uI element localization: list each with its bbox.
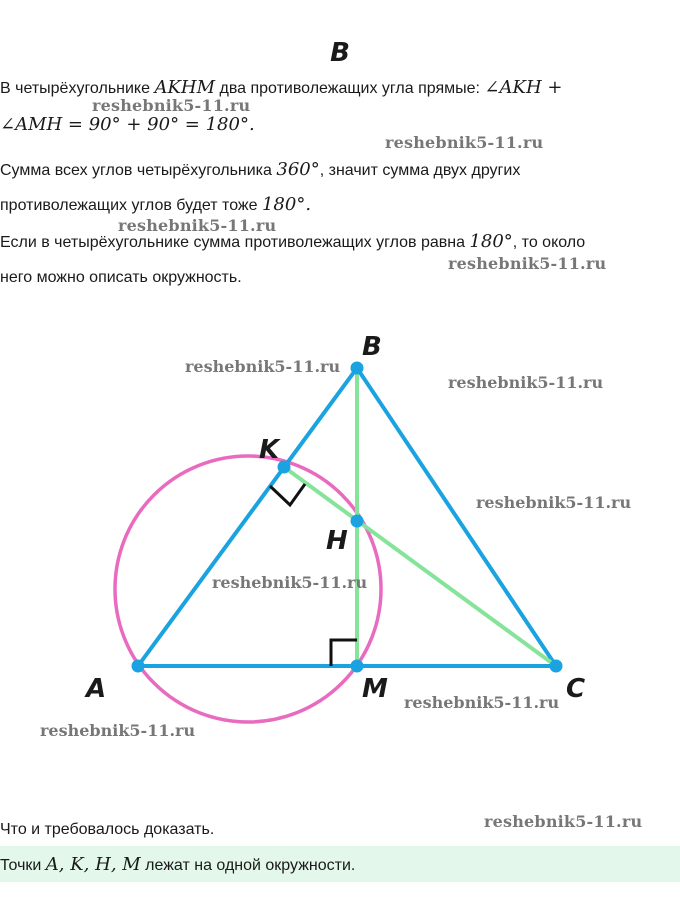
point-b (351, 362, 364, 375)
point-a (132, 660, 145, 673)
text: два противолежащих угла прямые: (215, 80, 485, 97)
watermark: reshebnik5-11.ru (448, 373, 604, 392)
math-angle-akh: ∠AKH + (484, 77, 563, 98)
math-quadrilateral: AKHM (154, 77, 216, 98)
watermark: reshebnik5-11.ru (40, 721, 196, 740)
label-m: M (362, 674, 388, 704)
text: лежат на одной окружности. (140, 857, 356, 874)
point-k (278, 461, 291, 474)
label-c: C (566, 674, 586, 704)
point-c (550, 660, 563, 673)
watermark: reshebnik5-11.ru (476, 493, 632, 512)
answer-text (0, 854, 355, 875)
watermark: reshebnik5-11.ru (92, 96, 251, 115)
watermark: reshebnik5-11.ru (385, 133, 544, 152)
paragraph-3-line-1 (0, 232, 680, 253)
math-angle-sum: ∠AMH = 90° + 90° = 180°. (0, 114, 255, 135)
watermark: reshebnik5-11.ru (118, 216, 277, 235)
text: Если в четырёхугольнике сумма противолежащих углов равна (0, 234, 470, 251)
text: противолежащих углов будет тоже (0, 197, 262, 214)
section-heading: B (330, 38, 350, 68)
watermark: reshebnik5-11.ru (448, 254, 607, 273)
watermark: reshebnik5-11.ru (212, 573, 368, 592)
label-k: K (259, 435, 280, 465)
paragraph-1-line-2 (0, 115, 680, 136)
watermark: reshebnik5-11.ru (404, 693, 560, 712)
point-m (351, 660, 364, 673)
side-ab (138, 368, 357, 666)
label-a: A (86, 674, 107, 704)
math-points: A, K, H, M (45, 854, 141, 875)
paragraph-2-line-2 (0, 195, 680, 216)
label-b: B (362, 332, 382, 362)
watermark: reshebnik5-11.ru (484, 812, 643, 831)
text: В четырёхугольнике (0, 80, 155, 97)
math-360: 360° (276, 159, 320, 180)
side-bc (357, 368, 556, 666)
text: Сумма всех углов четырёхугольника (0, 162, 277, 179)
text: Точки (0, 857, 46, 874)
text: , то около (512, 234, 586, 251)
watermark: reshebnik5-11.ru (185, 357, 341, 376)
math-180: 180°. (261, 194, 312, 215)
text: , значит сумма двух других (319, 162, 521, 179)
conclusion-text: Что и требовалось доказать. (0, 821, 215, 838)
geometry-diagram (0, 300, 680, 760)
text: него можно описать окружность. (0, 269, 242, 286)
math-180: 180° (469, 231, 513, 252)
point-h (351, 515, 364, 528)
right-angle-mark-k (270, 484, 305, 505)
label-h: H (326, 526, 348, 556)
paragraph-2-line-1 (0, 160, 680, 181)
